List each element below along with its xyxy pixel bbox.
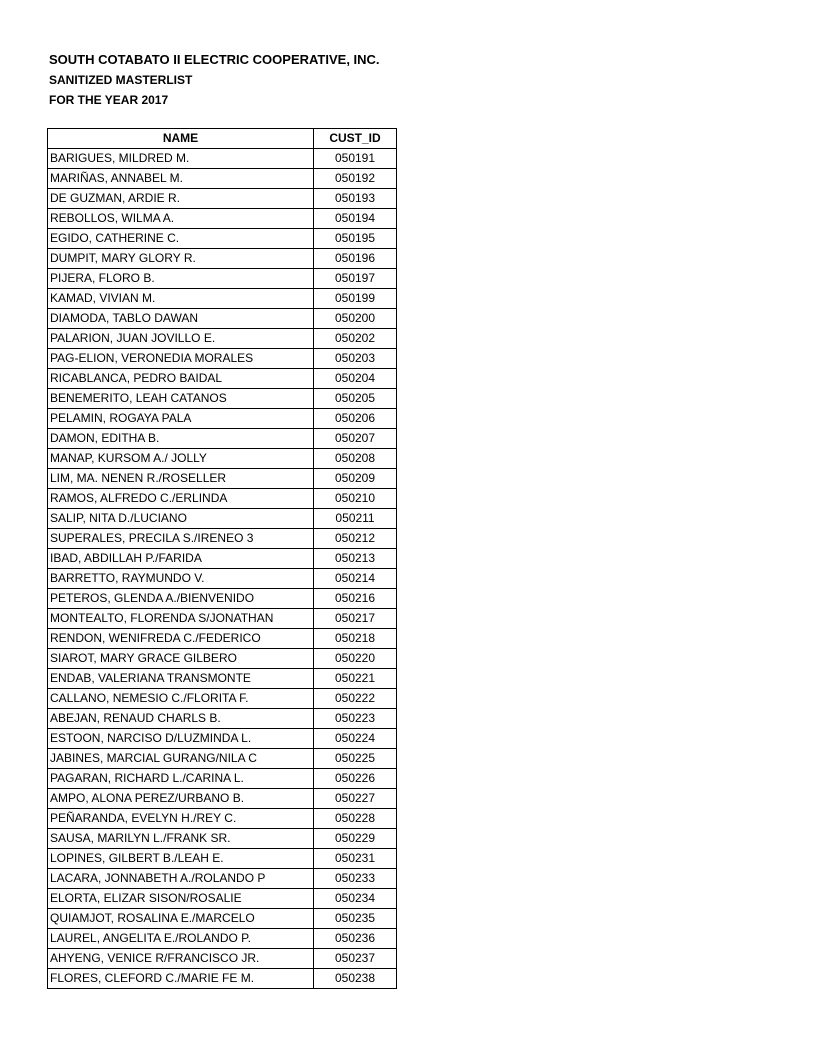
name-cell: ELORTA, ELIZAR SISON/ROSALIE <box>48 889 314 909</box>
document-subtitle: SANITIZED MASTERLIST <box>49 73 193 87</box>
table-row <box>48 749 397 769</box>
name-cell: LAUREL, ANGELITA E./ROLANDO P. <box>48 929 314 949</box>
table-row <box>48 269 397 289</box>
cust-id-cell: 050191 <box>314 149 397 169</box>
cust-id-cell: 050229 <box>314 829 397 849</box>
table-row <box>48 869 397 889</box>
name-cell: REBOLLOS, WILMA A. <box>48 209 314 229</box>
table-row <box>48 369 397 389</box>
cust-id-cell: 050193 <box>314 189 397 209</box>
name-cell: LIM, MA. NENEN R./ROSELLER <box>48 469 314 489</box>
name-cell: RICABLANCA, PEDRO BAIDAL <box>48 369 314 389</box>
cust-id-cell: 050237 <box>314 949 397 969</box>
cust-id-cell: 050195 <box>314 229 397 249</box>
document-year: FOR THE YEAR 2017 <box>49 93 169 107</box>
table-row <box>48 809 397 829</box>
cust-id-cell: 050211 <box>314 509 397 529</box>
table-row <box>48 669 397 689</box>
name-cell: SIAROT, MARY GRACE GILBERO <box>48 649 314 669</box>
name-cell: SUPERALES, PRECILA S./IRENEO 3 <box>48 529 314 549</box>
name-cell: BARIGUES, MILDRED M. <box>48 149 314 169</box>
table-row <box>48 189 397 209</box>
cust-id-cell: 050192 <box>314 169 397 189</box>
cust-id-cell: 050225 <box>314 749 397 769</box>
cust-id-cell: 050234 <box>314 889 397 909</box>
name-cell: SALIP, NITA D./LUCIANO <box>48 509 314 529</box>
table-row <box>48 349 397 369</box>
name-cell: PIJERA, FLORO B. <box>48 269 314 289</box>
cust-id-cell: 050224 <box>314 729 397 749</box>
cust-id-cell: 050220 <box>314 649 397 669</box>
name-cell: ENDAB, VALERIANA TRANSMONTE <box>48 669 314 689</box>
name-cell: DAMON, EDITHA B. <box>48 429 314 449</box>
name-cell: ABEJAN, RENAUD CHARLS B. <box>48 709 314 729</box>
cust-id-cell: 050231 <box>314 849 397 869</box>
table-row <box>48 929 397 949</box>
cust-id-cell: 050202 <box>314 329 397 349</box>
name-cell: MONTEALTO, FLORENDA S/JONATHAN <box>48 609 314 629</box>
table-row <box>48 249 397 269</box>
table-row <box>48 709 397 729</box>
cust-id-cell: 050217 <box>314 609 397 629</box>
cust-id-cell: 050226 <box>314 769 397 789</box>
cust-id-cell: 050221 <box>314 669 397 689</box>
table-row <box>48 969 397 989</box>
cust-id-cell: 050212 <box>314 529 397 549</box>
table-row <box>48 589 397 609</box>
cust-id-cell: 050208 <box>314 449 397 469</box>
name-cell: KAMAD, VIVIAN M. <box>48 289 314 309</box>
cust-id-cell: 050205 <box>314 389 397 409</box>
name-cell: CALLANO, NEMESIO C./FLORITA F. <box>48 689 314 709</box>
table-row <box>48 889 397 909</box>
name-cell: ESTOON, NARCISO D/LUZMINDA L. <box>48 729 314 749</box>
table-row <box>48 949 397 969</box>
cust-id-cell: 050236 <box>314 929 397 949</box>
table-row <box>48 169 397 189</box>
name-cell: SAUSA, MARILYN L./FRANK SR. <box>48 829 314 849</box>
table-row <box>48 849 397 869</box>
name-cell: RENDON, WENIFREDA C./FEDERICO <box>48 629 314 649</box>
cust-id-cell: 050209 <box>314 469 397 489</box>
name-cell: PALARION, JUAN JOVILLO E. <box>48 329 314 349</box>
table-row <box>48 449 397 469</box>
table-row <box>48 209 397 229</box>
cust-id-cell: 050216 <box>314 589 397 609</box>
name-cell: PEÑARANDA, EVELYN H./REY C. <box>48 809 314 829</box>
table-row <box>48 229 397 249</box>
cust-id-cell: 050197 <box>314 269 397 289</box>
name-cell: RAMOS, ALFREDO C./ERLINDA <box>48 489 314 509</box>
name-cell: BARRETTO, RAYMUNDO V. <box>48 569 314 589</box>
name-cell: LOPINES, GILBERT B./LEAH E. <box>48 849 314 869</box>
table-row <box>48 729 397 749</box>
name-cell: EGIDO, CATHERINE C. <box>48 229 314 249</box>
table-row <box>48 769 397 789</box>
document-header <box>49 50 380 110</box>
cust-id-cell: 050200 <box>314 309 397 329</box>
cust-id-cell: 050203 <box>314 349 397 369</box>
table-row <box>48 309 397 329</box>
table-row <box>48 409 397 429</box>
name-cell: AHYENG, VENICE R/FRANCISCO JR. <box>48 949 314 969</box>
table-row <box>48 569 397 589</box>
name-cell: DUMPIT, MARY GLORY R. <box>48 249 314 269</box>
name-cell: FLORES, CLEFORD C./MARIE FE M. <box>48 969 314 989</box>
cust-id-cell: 050210 <box>314 489 397 509</box>
name-cell: MARIÑAS, ANNABEL M. <box>48 169 314 189</box>
table-row <box>48 389 397 409</box>
name-cell: BENEMERITO, LEAH CATANOS <box>48 389 314 409</box>
name-cell: QUIAMJOT, ROSALINA E./MARCELO <box>48 909 314 929</box>
table-row <box>48 829 397 849</box>
name-cell: DIAMODA, TABLO DAWAN <box>48 309 314 329</box>
cust-id-cell: 050199 <box>314 289 397 309</box>
table-row <box>48 289 397 309</box>
table-row <box>48 489 397 509</box>
table-row <box>48 909 397 929</box>
masterlist-table <box>47 128 397 989</box>
cust-id-cell: 050235 <box>314 909 397 929</box>
table-row <box>48 789 397 809</box>
name-cell: DE GUZMAN, ARDIE R. <box>48 189 314 209</box>
name-cell: JABINES, MARCIAL GURANG/NILA C <box>48 749 314 769</box>
table-row <box>48 149 397 169</box>
cust-id-cell: 050228 <box>314 809 397 829</box>
name-cell: PELAMIN, ROGAYA PALA <box>48 409 314 429</box>
cust-id-cell: 050223 <box>314 709 397 729</box>
name-cell: PAG-ELION, VERONEDIA MORALES <box>48 349 314 369</box>
cust-id-cell: 050238 <box>314 969 397 989</box>
table-row <box>48 689 397 709</box>
table-row <box>48 469 397 489</box>
name-cell: LACARA, JONNABETH A./ROLANDO P <box>48 869 314 889</box>
cust-id-cell: 050204 <box>314 369 397 389</box>
cust-id-cell: 050213 <box>314 549 397 569</box>
cust-id-cell: 050194 <box>314 209 397 229</box>
cust-id-cell: 050207 <box>314 429 397 449</box>
column-header-name: NAME <box>48 129 314 149</box>
column-header-cust-id: CUST_ID <box>314 129 397 149</box>
name-cell: AMPO, ALONA PEREZ/URBANO B. <box>48 789 314 809</box>
cust-id-cell: 050227 <box>314 789 397 809</box>
name-cell: PAGARAN, RICHARD L./CARINA L. <box>48 769 314 789</box>
table-row <box>48 329 397 349</box>
table-header-row <box>48 129 397 149</box>
cust-id-cell: 050233 <box>314 869 397 889</box>
table-row <box>48 529 397 549</box>
name-cell: PETEROS, GLENDA A./BIENVENIDO <box>48 589 314 609</box>
table-row <box>48 609 397 629</box>
table-row <box>48 649 397 669</box>
table-row <box>48 509 397 529</box>
name-cell: IBAD, ABDILLAH P./FARIDA <box>48 549 314 569</box>
table-body <box>48 149 397 989</box>
table-row <box>48 629 397 649</box>
cust-id-cell: 050222 <box>314 689 397 709</box>
cust-id-cell: 050206 <box>314 409 397 429</box>
cust-id-cell: 050214 <box>314 569 397 589</box>
table-row <box>48 549 397 569</box>
cust-id-cell: 050196 <box>314 249 397 269</box>
table-row <box>48 429 397 449</box>
organization-title: SOUTH COTABATO II ELECTRIC COOPERATIVE, INC. <box>49 52 380 67</box>
name-cell: MANAP, KURSOM A./ JOLLY <box>48 449 314 469</box>
cust-id-cell: 050218 <box>314 629 397 649</box>
